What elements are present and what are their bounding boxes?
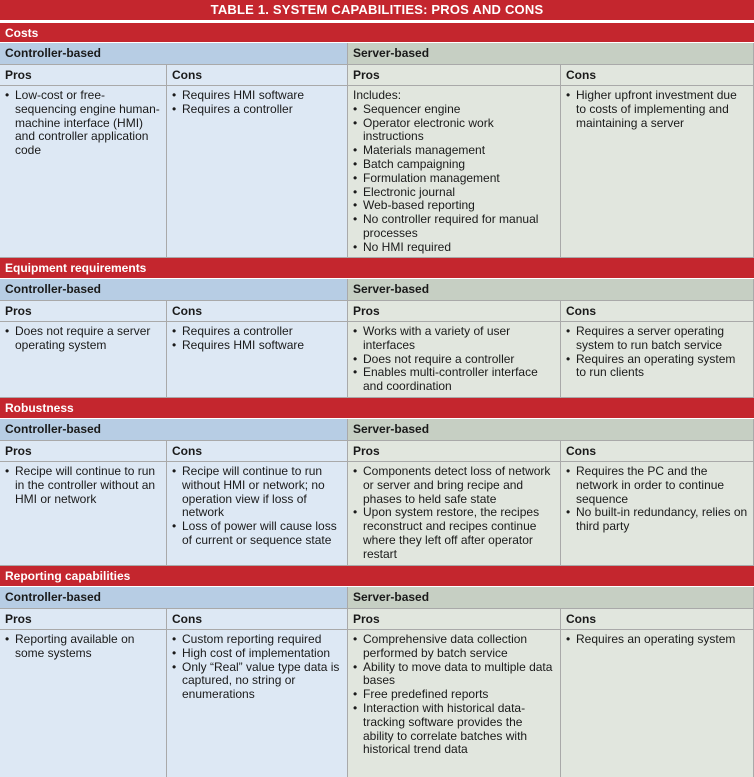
server-based-label: Server-based [348, 419, 754, 440]
list-item: • No controller required for manual processes [353, 213, 555, 241]
list-item: • Free predefined reports [353, 688, 555, 702]
table-title: TABLE 1. SYSTEM CAPABILITIES: PROS AND CONS [0, 0, 754, 20]
list-item: • Does not require a server operating system [5, 325, 161, 353]
list-item: • Operator electronic work instructions [353, 117, 555, 145]
bullet-list [5, 325, 161, 353]
server-cons-header: Cons [561, 440, 754, 461]
list-item: • Requires an operating system [566, 633, 748, 647]
list-item: • Materials management [353, 144, 555, 158]
list-item: • Formulation management [353, 172, 555, 186]
list-item: • Recipe will continue to run in the controller without an HMI or network [5, 465, 161, 506]
controller-cons-header: Cons [167, 64, 348, 85]
list-item: • Loss of power will cause loss of current or sequence state [172, 520, 342, 548]
controller-cons-cell [167, 461, 348, 565]
list-item: • Ability to move data to multiple data bases [353, 661, 555, 689]
list-item: • Custom reporting required [172, 633, 342, 647]
controller-cons-cell [167, 629, 348, 777]
controller-cons-cell [167, 321, 348, 397]
bullet-list [172, 89, 342, 117]
list-item: • No HMI required [353, 241, 555, 255]
controller-pros-cell [0, 321, 167, 397]
bullet-list [172, 465, 342, 548]
server-pros-header: Pros [348, 608, 561, 629]
list-item: • Sequencer engine [353, 103, 555, 117]
controller-pros-header: Pros [0, 608, 167, 629]
server-cons-cell [561, 461, 754, 565]
server-pros-header: Pros [348, 64, 561, 85]
list-item: • Higher upfront investment due to costs of implementing and maintaining a server [566, 89, 748, 130]
controller-cons-header: Cons [167, 608, 348, 629]
bullet-list [5, 465, 161, 506]
server-pros-header: Pros [348, 440, 561, 461]
bullet-list [566, 325, 748, 380]
bullet-list [566, 89, 748, 130]
controller-cons-header: Cons [167, 440, 348, 461]
server-cons-header: Cons [561, 300, 754, 321]
server-cons-header: Cons [561, 608, 754, 629]
list-item: • Components detect loss of network or server and bring recipe and phases to held safe state [353, 465, 555, 506]
bullet-list [353, 465, 555, 562]
list-item: • Comprehensive data collection performed by batch service [353, 633, 555, 661]
server-based-label: Server-based [348, 279, 754, 300]
controller-based-label: Controller-based [0, 43, 348, 64]
bullet-list [353, 103, 555, 255]
controller-pros-header: Pros [0, 64, 167, 85]
server-pros-cell [348, 321, 561, 397]
server-pros-cell [348, 85, 561, 257]
section-heading: Robustness [0, 398, 754, 418]
bullet-list [5, 89, 161, 158]
list-item: • Requires HMI software [172, 339, 342, 353]
bullet-list [5, 633, 161, 661]
list-item: • Electronic journal [353, 186, 555, 200]
server-based-label: Server-based [348, 43, 754, 64]
list-item: • High cost of implementation [172, 647, 342, 661]
list-item: • Only “Real” value type data is captured, no string or enumerations [172, 661, 342, 702]
server-based-label: Server-based [348, 587, 754, 608]
list-item: • No built-in redundancy, relies on third party [566, 506, 748, 534]
controller-based-label: Controller-based [0, 419, 348, 440]
list-item: • Recipe will continue to run without HMI or network; no operation view if loss of network [172, 465, 342, 520]
list-item: • Does not require a controller [353, 353, 555, 367]
bullet-list [172, 633, 342, 702]
section-heading: Equipment requirements [0, 258, 754, 278]
controller-pros-cell [0, 461, 167, 565]
controller-pros-header: Pros [0, 440, 167, 461]
controller-pros-cell [0, 629, 167, 777]
server-cons-header: Cons [561, 64, 754, 85]
list-item: • Requires a controller [172, 103, 342, 117]
list-item: • Interaction with historical data-tracking software provides the ability to correlate batches with historical trend data [353, 702, 555, 757]
controller-pros-header: Pros [0, 300, 167, 321]
controller-pros-cell [0, 85, 167, 257]
list-intro: Includes: [353, 88, 402, 102]
list-item: • Enables multi-controller interface and coordination [353, 366, 555, 394]
section-heading: Reporting capabilities [0, 566, 754, 586]
list-item: • Batch campaigning [353, 158, 555, 172]
section-heading: Costs [0, 23, 754, 42]
bullet-list [353, 633, 555, 757]
list-item: • Requires a server operating system to run batch service [566, 325, 748, 353]
list-item: • Web-based reporting [353, 199, 555, 213]
list-item: • Works with a variety of user interfaces [353, 325, 555, 353]
server-pros-header: Pros [348, 300, 561, 321]
server-cons-cell [561, 85, 754, 257]
list-item: • Upon system restore, the recipes reconstruct and recipes continue where they left off after operator restart [353, 506, 555, 561]
controller-cons-cell [167, 85, 348, 257]
server-cons-cell [561, 629, 754, 777]
list-item: • Requires the PC and the network in order to continue sequence [566, 465, 748, 506]
controller-based-label: Controller-based [0, 587, 348, 608]
bullet-list [172, 325, 342, 353]
server-pros-cell [348, 461, 561, 565]
server-pros-cell [348, 629, 561, 777]
list-item: • Reporting available on some systems [5, 633, 161, 661]
list-item: • Low-cost or free-sequencing engine human-machine interface (HMI) and controller application code [5, 89, 161, 158]
list-item: • Requires HMI software [172, 89, 342, 103]
list-item: • Requires an operating system to run clients [566, 353, 748, 381]
bullet-list [566, 465, 748, 534]
controller-cons-header: Cons [167, 300, 348, 321]
bullet-list [353, 325, 555, 394]
controller-based-label: Controller-based [0, 279, 348, 300]
server-cons-cell [561, 321, 754, 397]
bullet-list [566, 633, 748, 647]
list-item: • Requires a controller [172, 325, 342, 339]
